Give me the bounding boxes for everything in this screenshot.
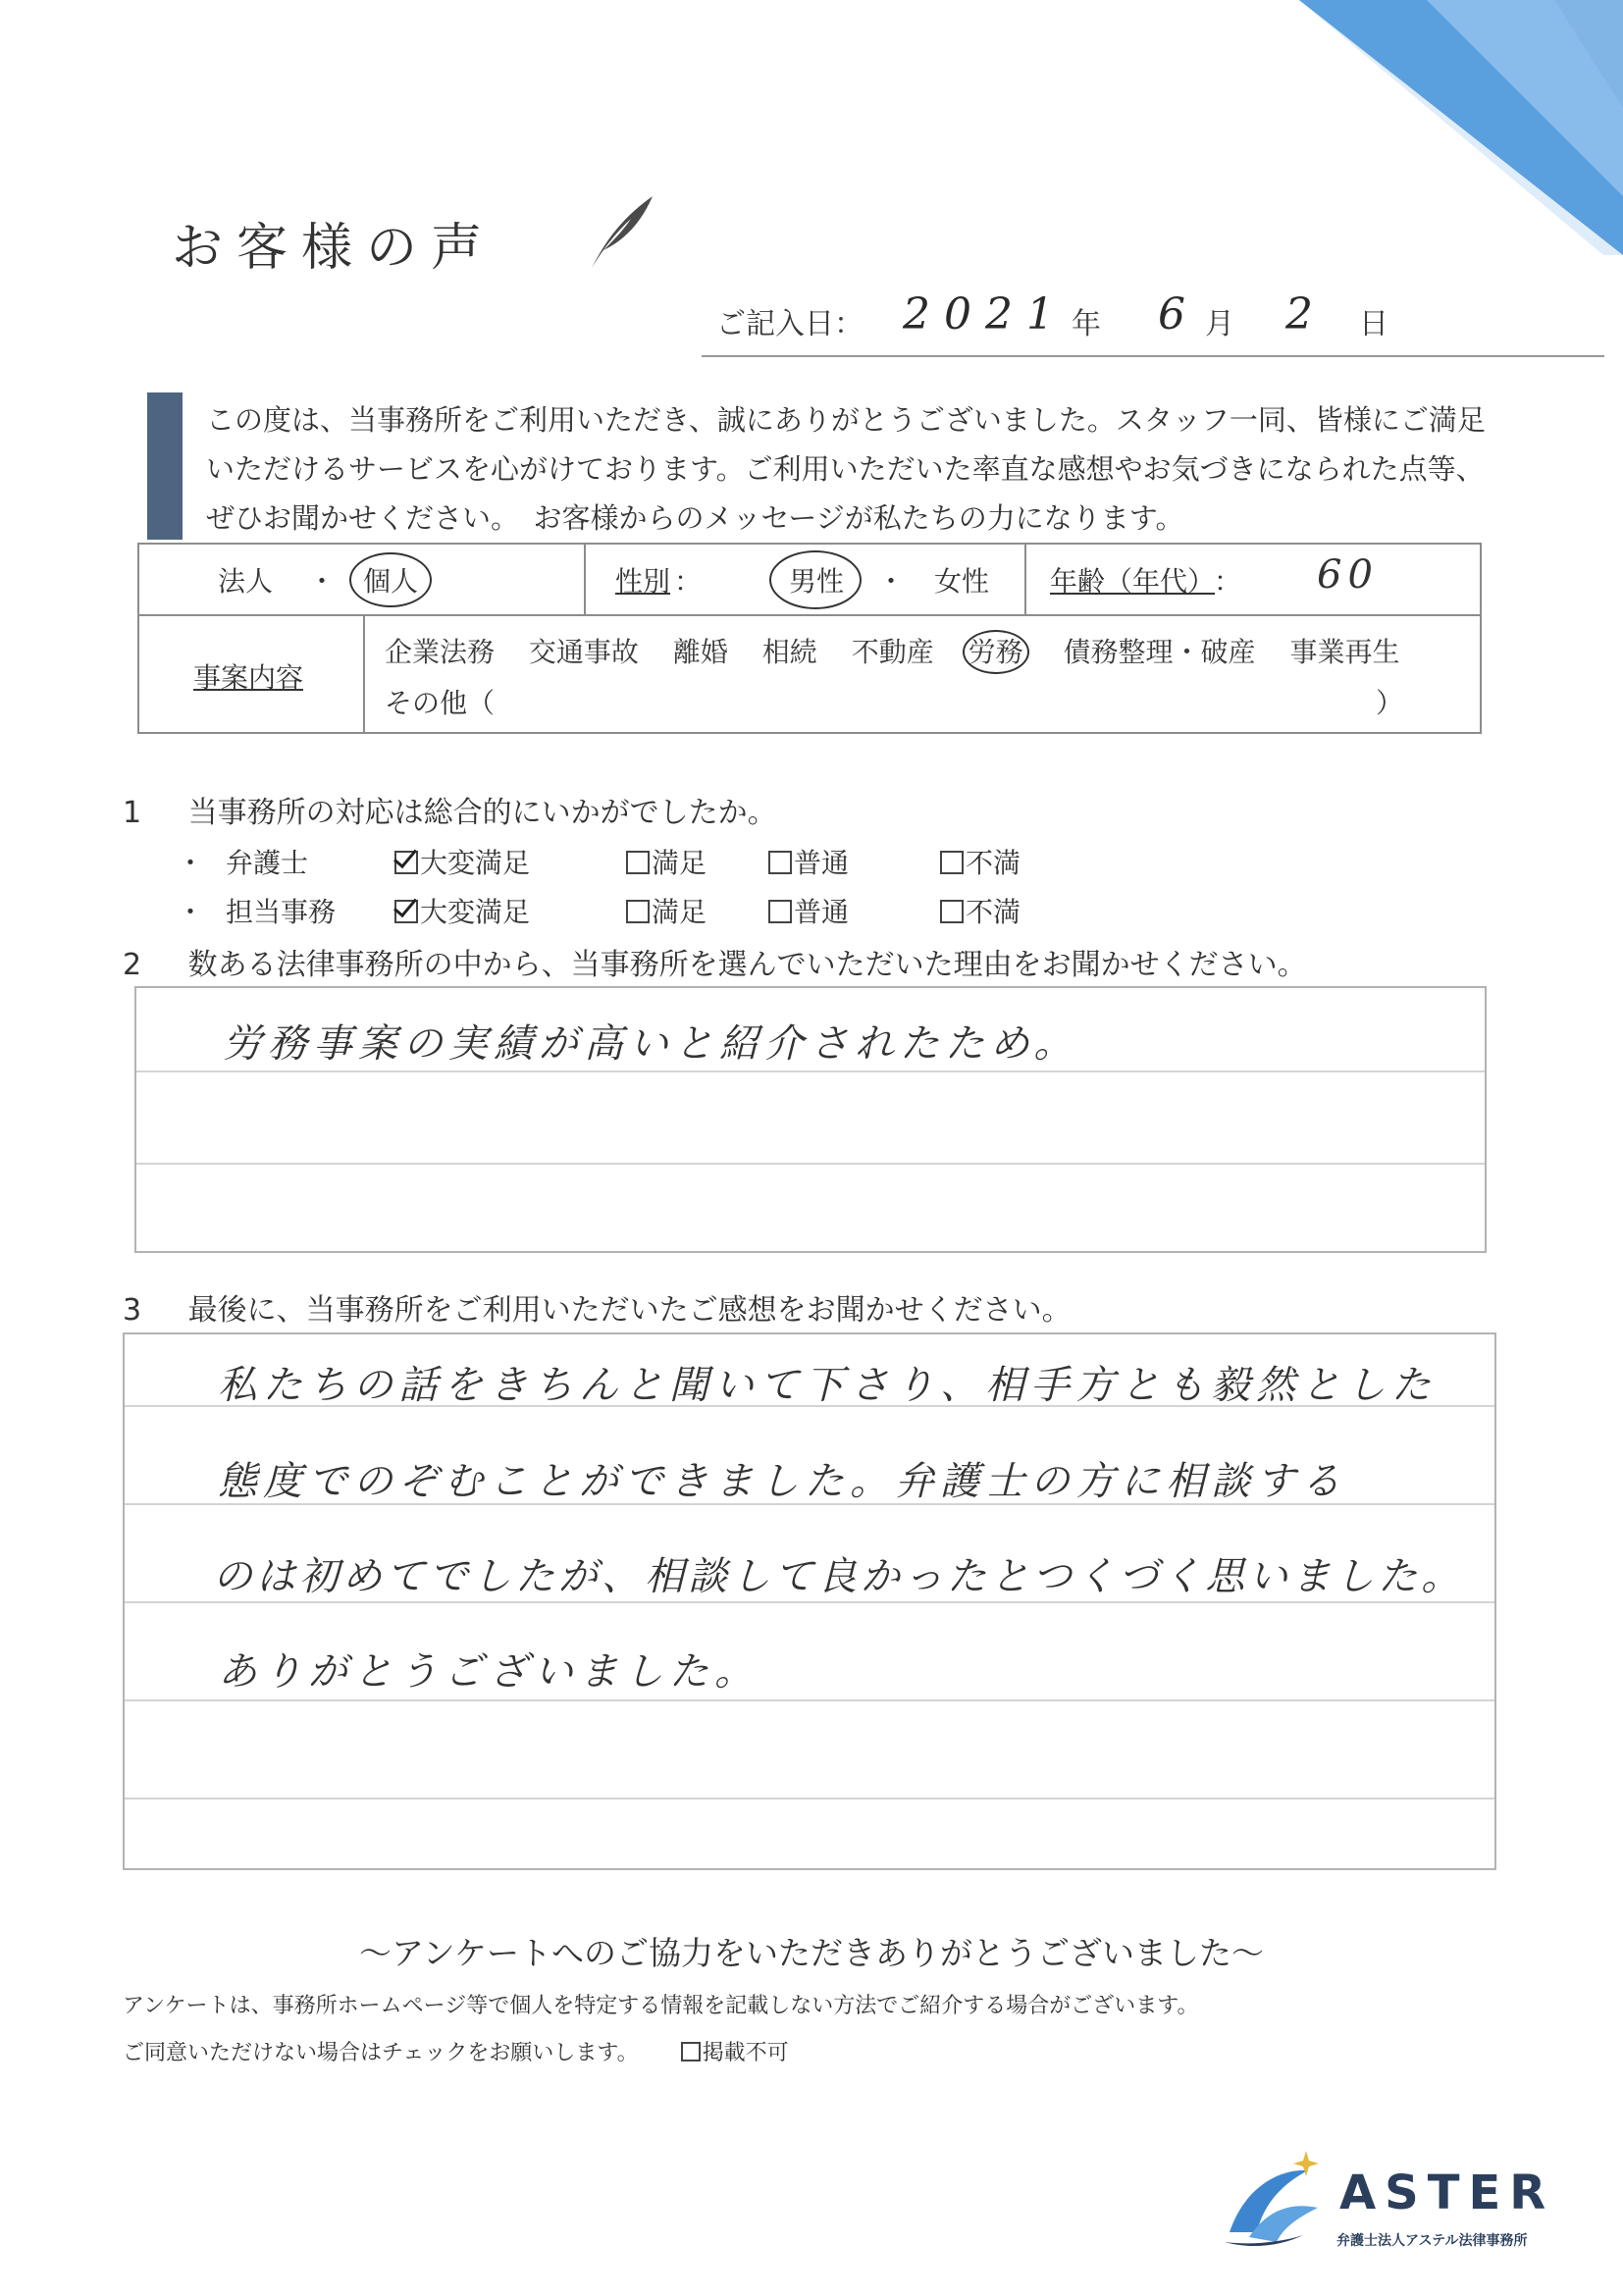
ruled-line: [136, 1070, 1485, 1072]
case-option[interactable]: 企業法務: [385, 636, 496, 668]
option-normal[interactable]: 普通: [768, 891, 849, 930]
quill-icon: [584, 191, 657, 270]
q2-handwritten-answer: 労務事案の実績が高いと紹介されたため。: [223, 1021, 1079, 1067]
checkbox-checked[interactable]: [394, 851, 418, 874]
q3-handwritten-line: 態度でのぞむことができました。弁護士の方に相談する: [218, 1459, 1346, 1504]
checkbox[interactable]: [626, 851, 650, 874]
checkbox[interactable]: [626, 900, 650, 923]
q1-row-staff: [177, 891, 1158, 930]
selected-individual-mark: [349, 552, 432, 607]
aster-logo-icon: [1220, 2149, 1328, 2247]
individual-option[interactable]: 個人: [363, 565, 419, 598]
checkbox-checked[interactable]: [394, 900, 418, 923]
option-unsatisfied[interactable]: 不満: [940, 842, 1021, 881]
date-year-unit: 年: [1072, 307, 1101, 341]
option-satisfied[interactable]: 満足: [626, 842, 707, 881]
separator-dot: ・: [877, 565, 906, 598]
corporate-option[interactable]: 法人: [218, 565, 274, 598]
gender-label: 性別: [615, 565, 671, 598]
case-option[interactable]: 相続: [761, 636, 817, 668]
ruled-line: [125, 1798, 1494, 1800]
case-option[interactable]: 交通事故: [528, 636, 639, 668]
date-month-unit: 月: [1205, 307, 1234, 341]
logo-name: ASTER: [1339, 2166, 1555, 2220]
intro-text: [206, 395, 1541, 543]
male-option[interactable]: 男性: [789, 565, 845, 598]
case-option-selected[interactable]: 労務: [963, 630, 1029, 674]
page-title: お客様の声: [172, 219, 497, 278]
corner-decoration: [1230, 0, 1623, 255]
case-other-label: その他（: [385, 687, 496, 719]
question-text: 最後に、当事務所をご利用いただいたご感想をお聞かせください。: [187, 1293, 1072, 1328]
option-normal[interactable]: 普通: [768, 842, 849, 881]
case-label: 事案内容: [193, 661, 304, 694]
question-1: [123, 788, 777, 831]
checkbox[interactable]: [940, 851, 964, 874]
q3-handwritten-line: ありがとうございました。: [218, 1649, 759, 1695]
q3-handwritten-line: 私たちの話をきちんと聞いて下さり、相手方とも毅然とした: [218, 1363, 1437, 1408]
checkbox[interactable]: [768, 900, 792, 923]
checkbox[interactable]: [681, 2042, 701, 2061]
option-unsatisfied[interactable]: 不満: [940, 891, 1021, 930]
row-label: 弁護士: [226, 847, 309, 879]
ruled-line: [136, 1163, 1485, 1165]
consent-text: ご同意いただけない場合はチェックをお願いします。: [123, 2041, 639, 2065]
question-text: 数ある法律事務所の中から、当事務所を選んでいただいた理由をお聞かせください。: [187, 948, 1307, 982]
gender-colon: ：: [674, 565, 703, 598]
q3-answer-box[interactable]: [123, 1332, 1496, 1870]
separator-dot: ・: [308, 565, 337, 598]
date-label: ご記入日：: [716, 307, 864, 341]
checkbox[interactable]: [768, 851, 792, 874]
option-very-satisfied[interactable]: 大変満足: [394, 891, 530, 930]
intro-line: ぜひお聞かせください。 お客様からのメッセージが私たちの力になります。: [206, 501, 1184, 535]
intro-line: いただけるサービスを心がけております。ご利用いただいた率直な感想やお気づきになられた点等、: [206, 452, 1485, 486]
row-label: 担当事務: [226, 896, 337, 928]
ruled-line: [125, 1699, 1494, 1701]
case-other-close: ）: [1376, 687, 1404, 719]
table-divider: [139, 614, 1480, 616]
option-satisfied[interactable]: 満足: [626, 891, 707, 930]
date-day-unit: 日: [1359, 307, 1388, 341]
table-divider: [363, 614, 365, 732]
q3-handwritten-line: のは初めてでしたが、相談して良かったとつくづく思いました。: [213, 1554, 1465, 1599]
case-options: [385, 631, 1399, 670]
row-bullet: ・: [177, 896, 205, 928]
consent-note: [123, 2036, 789, 2066]
date-year: 2021: [903, 289, 1068, 339]
case-option[interactable]: 事業再生: [1289, 636, 1400, 668]
intro-line: この度は、当事務所をご利用いただき、誠にありがとうございました。スタッフ一同、皆様にご満足: [206, 403, 1486, 437]
case-option[interactable]: 離婚: [672, 636, 728, 668]
publication-note: アンケートは、事務所ホームページ等で個人を特定する情報を記載しない方法でご紹介する場合がございます。: [123, 1994, 1199, 2018]
customer-info-table: [137, 543, 1482, 734]
thanks-message: 〜アンケートへのご協力をいただきありがとうございました〜: [358, 1934, 1265, 1972]
q2-answer-box[interactable]: [134, 986, 1487, 1253]
date-rule: [702, 355, 1604, 357]
selected-male-mark: [769, 550, 862, 609]
intro-accent-bar: [147, 392, 183, 540]
table-divider: [584, 545, 586, 614]
row-bullet: ・: [177, 847, 205, 879]
age-label: 年齢（年代）: [1050, 565, 1216, 598]
question-number: 1: [123, 796, 142, 830]
checkbox[interactable]: [940, 900, 964, 923]
question-3: [123, 1285, 1072, 1329]
question-text: 当事務所の対応は総合的にいかがでしたか。: [187, 796, 777, 830]
no-publish-option[interactable]: 掲載不可: [681, 2041, 789, 2065]
age-colon: ：: [1214, 565, 1242, 598]
option-very-satisfied[interactable]: 大変満足: [394, 842, 530, 881]
case-option[interactable]: 債務整理・破産: [1063, 636, 1256, 668]
logo-subtitle: 弁護士法人アステル法律事務所: [1336, 2233, 1528, 2249]
female-option[interactable]: 女性: [934, 565, 990, 598]
ruled-line: [125, 1601, 1494, 1603]
case-option[interactable]: 不動産: [851, 636, 934, 668]
question-2: [123, 940, 1307, 983]
age-value: 60: [1317, 552, 1379, 598]
question-number: 3: [123, 1293, 142, 1328]
table-divider: [1024, 545, 1026, 614]
date-day: 2: [1285, 289, 1313, 339]
entry-date: [716, 289, 1599, 348]
date-month: 6: [1158, 289, 1185, 339]
question-number: 2: [123, 948, 142, 982]
q1-row-lawyer: [177, 842, 1158, 881]
